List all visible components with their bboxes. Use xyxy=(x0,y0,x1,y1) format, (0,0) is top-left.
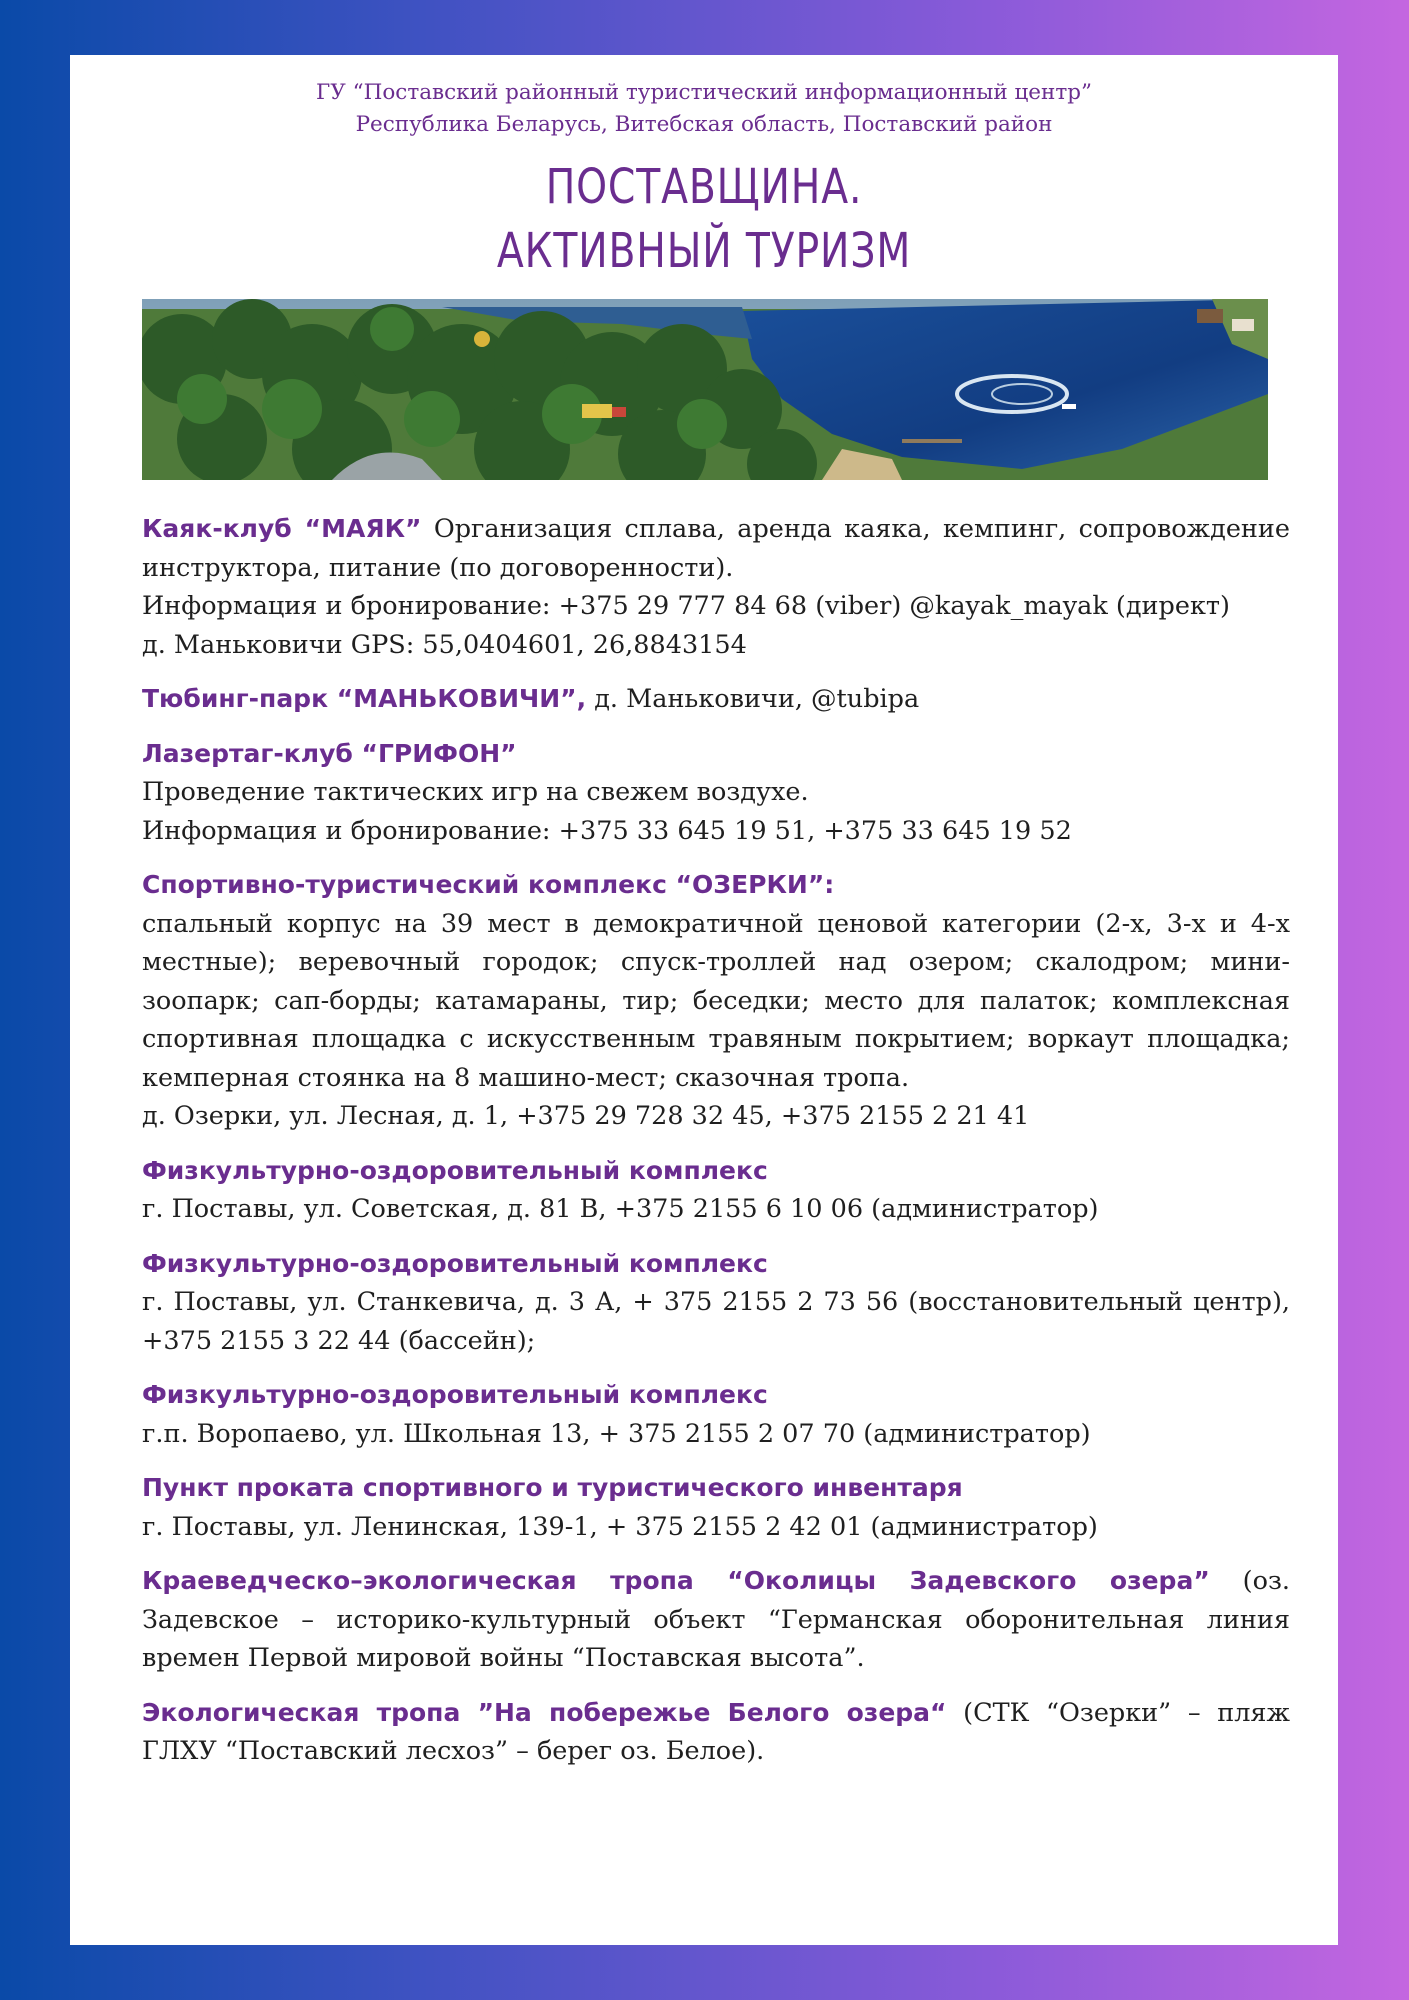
title-line-1: ПОСТАВЩИНА. xyxy=(545,159,863,215)
entry-fitness-complex-sovetskaya xyxy=(142,1152,1290,1229)
entry-fitness-complex-stankevicha xyxy=(142,1245,1290,1361)
entry-name: Краеведческо–экологическая тропа “Околицы Задевского озера” xyxy=(142,1566,1210,1595)
entry-kayak-club xyxy=(142,510,1290,664)
entry-description: Проведение тактических игр на свежем воздухе. xyxy=(142,777,809,807)
entry-beloe-lake-trail xyxy=(142,1694,1290,1771)
activity-list xyxy=(142,510,1290,1787)
lake-aerial-photo xyxy=(142,299,1268,480)
entry-description: Организация сплава, аренда каяка, кемпинг, сопровождение инструктора, питание (по договоренности). xyxy=(142,514,1290,583)
entry-booking-info: Информация и бронирование: +375 29 777 84 68 (viber) @kayak_mayak (директ) xyxy=(142,591,1230,621)
org-name: ГУ “Поставский районный туристический информационный центр” xyxy=(315,80,1093,105)
entry-name: Лазертаг-клуб “ГРИФОН” xyxy=(142,738,517,768)
entry-tubing-park xyxy=(142,680,1290,719)
entry-address: г. Поставы, ул. Станкевича, д. 3 А, + 375 2155 2 73 56 (восстановительный центр), +375 2155 3 22 44 (бассейн); xyxy=(142,1287,1290,1356)
entry-name: Физкультурно-оздоровительный комплекс xyxy=(142,1380,768,1409)
title-line-2: АКТИВНЫЙ ТУРИЗМ xyxy=(496,223,912,279)
entry-description: (СТК “Озерки” – пляж ГЛХУ “Поставский лесхоз” – берег оз. Белое). xyxy=(142,1697,1290,1766)
entry-name: Спортивно-туристический комплекс “ОЗЕРКИ”: xyxy=(142,870,835,899)
entry-description: д. Маньковичи, @tubipa xyxy=(586,684,920,714)
entry-name: Тюбинг-парк “МАНЬКОВИЧИ”, xyxy=(142,684,587,713)
entry-name: Пункт проката спортивного и туристического инвентаря xyxy=(142,1473,963,1502)
entry-zadevskoe-trail xyxy=(142,1562,1290,1678)
entry-description: спальный корпус на 39 мест в демократичной ценовой категории (2-х, 3-х и 4-х местные); веревочный городок; спуск-троллей над озером; скалодром; мини-зоопарк; сап-борды; катамараны, тир; беседки; место для палаток; комплексная спортивная площадка с искусственным травяным покрытием; воркаут площадка; кемперная стоянка на 8 машино-мест; сказочная тропа. xyxy=(142,908,1290,1093)
entry-address: г.п. Воропаево, ул. Школьная 13, + 375 2155 2 07 70 (администратор) xyxy=(142,1418,1091,1449)
entry-fitness-complex-voropaevo xyxy=(142,1376,1290,1453)
entry-rental-point xyxy=(142,1469,1290,1546)
entry-address: д. Маньковичи GPS: 55,0404601, 26,8843154 xyxy=(142,629,747,660)
page-title xyxy=(184,155,1224,283)
organization-header xyxy=(70,77,1338,141)
entry-address: д. Озерки, ул. Лесная, д. 1, +375 29 728 32 45, +375 2155 2 21 41 xyxy=(142,1101,1030,1131)
entry-lasertag-club xyxy=(142,735,1290,851)
entry-name: Физкультурно-оздоровительный комплекс xyxy=(142,1248,768,1278)
entry-booking-info: Информация и бронирование: +375 33 645 19 51, +375 33 645 19 52 xyxy=(142,815,1072,846)
entry-name: Каяк-клуб “МАЯК” xyxy=(142,514,422,543)
entry-name: Физкультурно-оздоровительный комплекс xyxy=(142,1155,768,1185)
entry-name: Экологическая тропа ”На побережье Белого озера“ xyxy=(142,1697,947,1727)
page-sheet xyxy=(70,55,1338,1945)
entry-address: г. Поставы, ул. Советская, д. 81 В, +375 2155 6 10 06 (администратор) xyxy=(142,1194,1099,1224)
entry-ozerki-complex xyxy=(142,866,1290,1136)
org-location: Республика Беларусь, Витебская область, Поставский район xyxy=(355,112,1053,137)
entry-address: г. Поставы, ул. Ленинская, 139-1, + 375 2155 2 42 01 (администратор) xyxy=(142,1511,1098,1542)
entry-description: (оз. Задевское – историко-культурный объект “Германская оборонительная линия времен Первой мировой войны “Поставская высота”. xyxy=(142,1566,1290,1673)
